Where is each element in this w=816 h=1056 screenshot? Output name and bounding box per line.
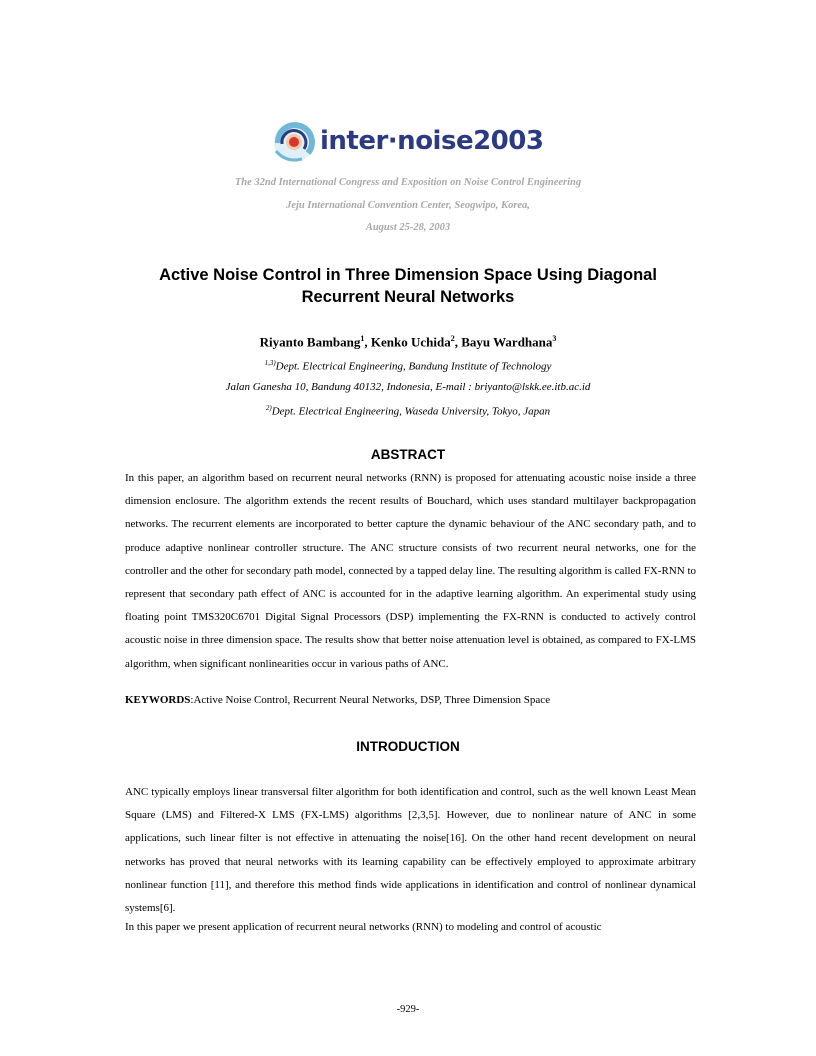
- author-list: [0, 334, 816, 350]
- affiliation-1-sup: 1,3): [264, 359, 276, 367]
- affiliation-1-text: Dept. Electrical Engineering, Bandung Institute of Technology: [275, 360, 552, 373]
- introduction-heading: INTRODUCTION: [356, 739, 460, 754]
- author-3-sup: 3: [552, 334, 557, 343]
- affiliation-1-address: Jalan Ganesha 10, Bandung 40132, Indonesia, E-mail : briyanto@lskk.ee.itb.ac.id: [225, 381, 591, 393]
- affiliation-2-sup: 2): [265, 404, 272, 412]
- keywords: [125, 694, 696, 706]
- keywords-label: KEYWORDS: [125, 694, 191, 706]
- author-separator: ,: [454, 334, 462, 350]
- author-2-sup: 2: [450, 334, 455, 343]
- author-2: Kenko Uchida: [370, 334, 451, 350]
- abstract-heading: ABSTRACT: [370, 447, 446, 462]
- keywords-text: :Active Noise Control, Recurrent Neural Networks, DSP, Three Dimension Space: [190, 694, 551, 706]
- author-3: Bayu Wardhana: [461, 334, 553, 350]
- logo-emblem-icon: [272, 117, 318, 165]
- author-1-sup: 1: [360, 334, 365, 343]
- logo-text: inter·noise2003: [320, 126, 544, 156]
- page-number: -929-: [396, 1004, 420, 1015]
- paper-title: [100, 264, 716, 308]
- abstract-text: In this paper, an algorithm based on recurrent neural networks (RNN) is proposed for attenuating acoustic noise inside a three dimension enclosure. The algorithm extends the recent results of Bouchard, which uses standard multilayer backpropagation networks. The recurrent elements are incorporated to better capture the dynamic behaviour of the ANC secondary path, and to produce adaptive nonlinear controller structure. The ANC structure consists of two recurrent neural networks, one for the controller and the other for secondary path model, connected by a tapped delay line. The resulting algorithm is called FX-RNN to represent that secondary path effect of ANC is accounted for in the adaptive learning algorithm. An experimental study using floating point TMS320C6701 Digital Signal Processors (DSP) implementing the FX-RNN is conducted to actively control acoustic noise in three dimension space. The results show that better noise attenuation level is obtained, as compared to FX-LMS algorithm, when significant nonlinearities occur in various paths of ANC.: [125, 472, 696, 670]
- title-line-1: Active Noise Control in Three Dimension Space Using Diagonal: [159, 266, 657, 284]
- conference-line-2: Jeju International Convention Center, Seogwipo, Korea,: [286, 200, 530, 211]
- introduction-paragraph-1: ANC typically employs linear transversal filter algorithm for both identification and control, such as the well known Least Mean Square (LMS) and Filtered-X LMS (FX-LMS) algorithms [2,3,5]. However, due to nonlinear nature of ANC in some applications, such linear filter is not effective in attenuating the noise[16]. On the other hand recent development on neural networks has proved that neural networks with its learning capability can be effectively employed to approximate arbitrary nonlinear function [11], and therefore this method finds wide applications in identification and control of nonlinear dynamical systems[6].: [125, 786, 696, 915]
- author-1: Riyanto Bambang: [259, 334, 361, 350]
- title-line-2: Recurrent Neural Networks: [301, 288, 515, 306]
- affiliation-1: [0, 359, 816, 373]
- conference-line-3: August 25-28, 2003: [365, 222, 451, 233]
- introduction-paragraph-2: In this paper we present application of recurrent neural networks (RNN) to modeling and control of acoustic: [125, 921, 602, 933]
- conference-line-1: The 32nd International Congress and Exposition on Noise Control Engineering: [234, 177, 582, 188]
- conference-logo: [272, 115, 544, 167]
- affiliation-2: [0, 404, 816, 418]
- author-separator: ,: [364, 334, 371, 350]
- affiliation-2-text: Dept. Electrical Engineering, Waseda University, Tokyo, Japan: [271, 405, 551, 418]
